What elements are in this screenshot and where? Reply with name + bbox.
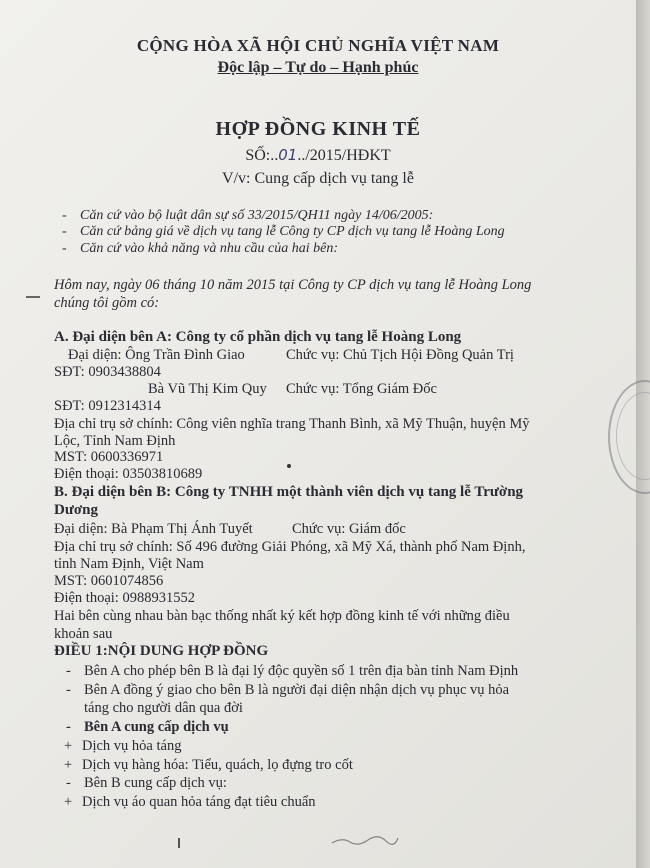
party-a-rep: Đại diện: Ông Trần Đình Giao	[68, 347, 245, 363]
basis-text: Căn cứ vào bộ luật dân sự số 33/2015/QH11 ngày 14/06/2005:	[80, 208, 434, 223]
party-a-rep-role: Chức vụ: Chủ Tịch Hội Đồng Quản Trị	[286, 347, 514, 363]
party-a-heading: A. Đại diện bên A: Công ty cổ phần dịch vụ tang lễ Hoàng Long	[54, 329, 462, 345]
agreement-line: Hai bên cùng nhau bàn bạc thống nhất ký kết hợp đồng kinh tế với những điều	[54, 608, 510, 624]
article-1-title: ĐIỀU 1:NỘI DUNG HỢP ĐỒNG	[54, 643, 269, 659]
party-b-rep-role: Chức vụ: Giám đốc	[292, 521, 406, 537]
intro-line: Hôm nay, ngày 06 tháng 10 năm 2015 tại Công ty CP dịch vụ tang lễ Hoàng Long	[54, 277, 532, 293]
article-subitem-text: Dịch vụ hàng hóa: Tiểu, quách, lọ đựng tro cốt	[82, 757, 353, 773]
article-subitem-text: Dịch vụ áo quan hỏa táng đạt tiêu chuẩn	[82, 794, 316, 810]
party-a-rep2: Bà Vũ Thị Kim Quy	[148, 381, 267, 397]
party-b-tax: MST: 0601074856	[54, 573, 164, 589]
bullet-plus: +	[64, 794, 73, 810]
contract-number-suffix: ../2015/HĐKT	[297, 147, 391, 164]
party-b-address: Địa chỉ trụ sở chính: Số 496 đường Giải Phóng, xã Mỹ Xá, thành phố Nam Định,	[54, 539, 526, 555]
article-subitem	[64, 794, 316, 811]
country-title: CỘNG HÒA XÃ HỘI CHỦ NGHĨA VIỆT NAM	[136, 36, 500, 55]
basis-item	[62, 224, 505, 240]
bullet-dash: -	[62, 241, 67, 256]
bullet-dash: -	[66, 775, 71, 791]
motto-text: Độc lập – Tự do – Hạnh phúc	[217, 59, 419, 76]
contract-title: HỢP ĐỒNG KINH TẾ	[215, 118, 421, 140]
party-b-address: tỉnh Nam Định, Việt Nam	[54, 556, 204, 572]
article-item	[66, 775, 227, 792]
article-subitem-text: Dịch vụ hỏa táng	[82, 738, 182, 754]
article-subitem	[64, 757, 353, 774]
intro-line: chúng tôi gồm có:	[54, 295, 160, 311]
ink-dot	[287, 464, 291, 468]
article-item	[66, 719, 229, 736]
margin-mark	[26, 296, 40, 298]
article-item-text: Bên B cung cấp dịch vụ:	[84, 775, 227, 791]
basis-item	[62, 241, 338, 257]
bullet-dash: -	[66, 719, 71, 735]
bullet-dash: -	[66, 682, 71, 698]
party-a-tel: Điện thoại: 03503810689	[54, 466, 203, 482]
bullet-dash: -	[62, 224, 67, 239]
party-a-address: Địa chỉ trụ sở chính: Công viên nghĩa trang Thanh Bình, xã Mỹ Thuận, huyện Mỹ	[54, 416, 530, 432]
party-b-heading: B. Đại diện bên B: Công ty TNHH một thành viên dịch vụ tang lễ Trường	[54, 484, 524, 500]
article-item-cont: táng cho người dân qua đời	[84, 700, 243, 716]
bullet-dash: -	[62, 208, 67, 223]
agreement-line: khoản sau	[54, 626, 113, 642]
bullet-plus: +	[64, 757, 73, 773]
national-motto	[0, 59, 636, 77]
bullet-dash: -	[66, 663, 71, 679]
article-item-text: Bên A đồng ý giao cho bên B là người đại diện nhận dịch vụ phục vụ hỏa	[84, 682, 510, 698]
article-item-text: Bên A cung cấp dịch vụ	[84, 719, 229, 735]
party-a-tax: MST: 0600336971	[54, 449, 164, 465]
contract-subject: V/v: Cung cấp dịch vụ tang lễ	[222, 170, 414, 187]
contract-number	[0, 146, 636, 165]
ink-tick	[178, 838, 180, 848]
basis-item	[62, 208, 433, 224]
party-a-phone: SĐT: 0903438804	[54, 364, 161, 380]
article-subitem	[64, 738, 181, 755]
contract-number-handwritten: 01	[278, 146, 298, 164]
article-item	[66, 663, 518, 680]
party-b-rep: Đại diện: Bà Phạm Thị Ánh Tuyết	[54, 521, 253, 537]
party-a-phone: SĐT: 0912314314	[54, 398, 161, 414]
bullet-plus: +	[64, 738, 73, 754]
contract-number-prefix: SỐ:..	[245, 147, 279, 164]
basis-text: Căn cứ vào khả năng và nhu cầu của hai bên:	[80, 241, 339, 256]
party-a-address: Lộc, Tỉnh Nam Định	[54, 433, 176, 449]
party-b-tel: Điện thoại: 0988931552	[54, 590, 195, 606]
basis-text: Căn cứ bảng giá về dịch vụ tang lễ Công ty CP dịch vụ tang lễ Hoàng Long	[80, 224, 505, 239]
party-b-heading: Dương	[54, 502, 98, 518]
article-item-text: Bên A cho phép bên B là đại lý độc quyền số 1 trên địa bàn tỉnh Nam Định	[84, 663, 519, 679]
party-a-rep2-role: Chức vụ: Tổng Giám Đốc	[286, 381, 437, 397]
article-item	[66, 682, 509, 699]
signature-mark	[330, 835, 400, 845]
